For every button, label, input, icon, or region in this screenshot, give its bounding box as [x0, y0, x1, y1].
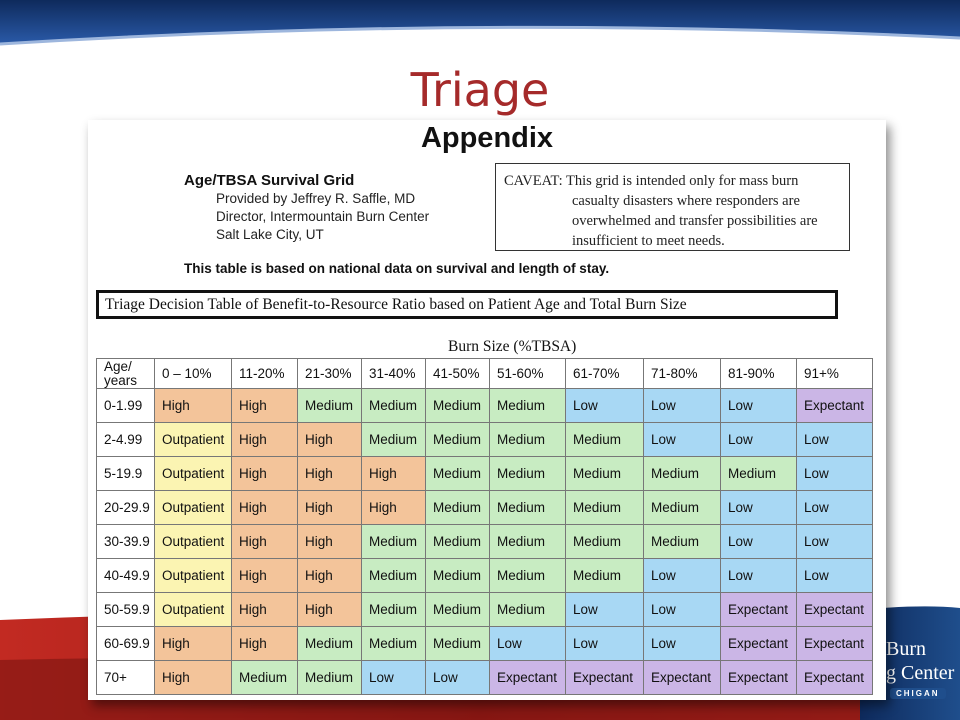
triage-cell: High	[232, 525, 298, 559]
triage-cell: Medium	[644, 457, 721, 491]
triage-cell: Low	[490, 627, 566, 661]
survival-grid-title: Age/TBSA Survival Grid	[184, 172, 355, 189]
triage-cell: Low	[566, 389, 644, 423]
table-row	[97, 491, 873, 525]
age-cell: 70+	[97, 661, 155, 695]
triage-decision-table	[96, 358, 873, 695]
triage-cell: High	[298, 457, 362, 491]
triage-cell: Medium	[426, 389, 490, 423]
age-cell: 50-59.9	[97, 593, 155, 627]
burn-size-label: Burn Size (%TBSA)	[448, 338, 577, 355]
caveat-box	[495, 163, 850, 251]
table-row	[97, 661, 873, 695]
triage-cell: Outpatient	[155, 593, 232, 627]
triage-cell: Medium	[298, 389, 362, 423]
triage-cell: Low	[426, 661, 490, 695]
column-header: 51-60%	[490, 359, 566, 389]
triage-cell: Low	[721, 491, 797, 525]
triage-cell: High	[298, 559, 362, 593]
age-cell: 30-39.9	[97, 525, 155, 559]
column-header: 61-70%	[566, 359, 644, 389]
column-header: 41-50%	[426, 359, 490, 389]
appendix-heading: Appendix	[420, 122, 554, 154]
logo-text-burn: Burn	[886, 638, 926, 660]
triage-cell: Low	[644, 627, 721, 661]
triage-cell: Medium	[232, 661, 298, 695]
triage-cell: Low	[644, 423, 721, 457]
triage-cell: Low	[721, 423, 797, 457]
triage-cell: Low	[721, 525, 797, 559]
triage-cell: High	[155, 661, 232, 695]
logo-text-center: g Center	[886, 662, 955, 684]
triage-cell: Expectant	[797, 593, 873, 627]
triage-cell: High	[298, 423, 362, 457]
triage-cell: Medium	[721, 457, 797, 491]
age-cell: 40-49.9	[97, 559, 155, 593]
author-block	[216, 190, 429, 244]
triage-cell: High	[298, 525, 362, 559]
triage-cell: Medium	[362, 525, 426, 559]
triage-cell: High	[232, 627, 298, 661]
table-row	[97, 593, 873, 627]
triage-cell: Medium	[490, 457, 566, 491]
triage-cell: Medium	[362, 423, 426, 457]
triage-cell: Low	[644, 559, 721, 593]
author-line: Director, Intermountain Burn Center	[216, 209, 430, 224]
burn-center-logo	[880, 630, 960, 710]
triage-table-body	[97, 359, 873, 695]
triage-cell: High	[232, 491, 298, 525]
triage-cell: Outpatient	[155, 491, 232, 525]
triage-cell: Low	[644, 593, 721, 627]
triage-cell: Expectant	[490, 661, 566, 695]
triage-cell: Expectant	[644, 661, 721, 695]
age-cell: 2-4.99	[97, 423, 155, 457]
triage-cell: Medium	[644, 525, 721, 559]
age-column-header: Age/ years	[97, 359, 155, 389]
triage-cell: Low	[362, 661, 426, 695]
table-row	[97, 559, 873, 593]
triage-cell: Medium	[426, 423, 490, 457]
triage-cell: Medium	[362, 389, 426, 423]
table-row	[97, 525, 873, 559]
column-header: 21-30%	[298, 359, 362, 389]
triage-cell: Medium	[566, 559, 644, 593]
triage-cell: Medium	[490, 389, 566, 423]
triage-cell: Outpatient	[155, 423, 232, 457]
triage-cell: Medium	[426, 559, 490, 593]
logo-text-michigan: CHIGAN	[890, 688, 946, 699]
triage-cell: Medium	[490, 559, 566, 593]
triage-cell: Low	[797, 491, 873, 525]
triage-cell: Medium	[426, 525, 490, 559]
triage-cell: High	[232, 593, 298, 627]
table-header-row	[97, 359, 873, 389]
triage-cell: Low	[797, 525, 873, 559]
triage-cell: Outpatient	[155, 525, 232, 559]
triage-cell: Medium	[490, 525, 566, 559]
triage-cell: Medium	[566, 525, 644, 559]
triage-cell: Medium	[426, 593, 490, 627]
triage-cell: High	[155, 627, 232, 661]
column-header: 0 – 10%	[155, 359, 232, 389]
triage-cell: Low	[566, 627, 644, 661]
column-header: 11-20%	[232, 359, 298, 389]
triage-cell: High	[298, 491, 362, 525]
triage-cell: Medium	[566, 491, 644, 525]
triage-cell: High	[232, 457, 298, 491]
triage-cell: Expectant	[721, 661, 797, 695]
triage-cell: Expectant	[721, 593, 797, 627]
age-cell: 0-1.99	[97, 389, 155, 423]
triage-cell: Medium	[426, 491, 490, 525]
triage-cell: Medium	[490, 491, 566, 525]
triage-cell: Low	[797, 457, 873, 491]
age-cell: 20-29.9	[97, 491, 155, 525]
triage-cell: Medium	[362, 627, 426, 661]
triage-cell: High	[232, 389, 298, 423]
triage-cell: Low	[797, 559, 873, 593]
triage-cell: Medium	[362, 559, 426, 593]
table-row	[97, 423, 873, 457]
triage-cell: Low	[644, 389, 721, 423]
triage-cell: High	[298, 593, 362, 627]
age-cell: 60-69.9	[97, 627, 155, 661]
triage-cell: Low	[566, 593, 644, 627]
triage-cell: Low	[797, 423, 873, 457]
column-header: 71-80%	[644, 359, 721, 389]
triage-cell: Outpatient	[155, 559, 232, 593]
triage-cell: High	[232, 423, 298, 457]
author-line: Salt Lake City, UT	[216, 227, 324, 242]
caveat-line: insufficient to meet needs.	[572, 233, 725, 249]
top-decorative-band	[0, 0, 960, 46]
triage-cell: Expectant	[566, 661, 644, 695]
triage-cell: Outpatient	[155, 457, 232, 491]
slide-title: Triage	[410, 63, 550, 117]
triage-cell: Expectant	[797, 389, 873, 423]
column-header: 91+%	[797, 359, 873, 389]
triage-cell: High	[232, 559, 298, 593]
caveat-line: CAVEAT: This grid is intended only for mass burn	[504, 173, 799, 189]
triage-cell: High	[362, 457, 426, 491]
triage-cell: Medium	[644, 491, 721, 525]
triage-cell: Medium	[490, 593, 566, 627]
triage-cell: Medium	[298, 661, 362, 695]
table-row	[97, 389, 873, 423]
appendix-document	[88, 120, 886, 700]
caveat-line: overwhelmed and transfer possibilities are	[572, 213, 818, 229]
triage-cell: Medium	[566, 423, 644, 457]
triage-cell: Medium	[362, 593, 426, 627]
caveat-line: casualty disasters where responders are	[572, 193, 800, 209]
column-header: 81-90%	[721, 359, 797, 389]
national-data-note: This table is based on national data on survival and length of stay.	[184, 261, 610, 276]
triage-cell: Medium	[426, 627, 490, 661]
table-row	[97, 627, 873, 661]
triage-cell: Expectant	[797, 627, 873, 661]
triage-cell: Expectant	[797, 661, 873, 695]
triage-cell: High	[155, 389, 232, 423]
table-row	[97, 457, 873, 491]
triage-cell: Medium	[566, 457, 644, 491]
triage-cell: Medium	[426, 457, 490, 491]
triage-cell: Low	[721, 559, 797, 593]
age-cell: 5-19.9	[97, 457, 155, 491]
triage-cell: Expectant	[721, 627, 797, 661]
author-line: Provided by Jeffrey R. Saffle, MD	[216, 191, 416, 206]
triage-cell: Medium	[298, 627, 362, 661]
triage-cell: Low	[721, 389, 797, 423]
triage-cell: Medium	[490, 423, 566, 457]
triage-table-title: Triage Decision Table of Benefit-to-Resource Ratio based on Patient Age and Total Burn Size	[96, 290, 838, 319]
triage-cell: High	[362, 491, 426, 525]
column-header: 31-40%	[362, 359, 426, 389]
